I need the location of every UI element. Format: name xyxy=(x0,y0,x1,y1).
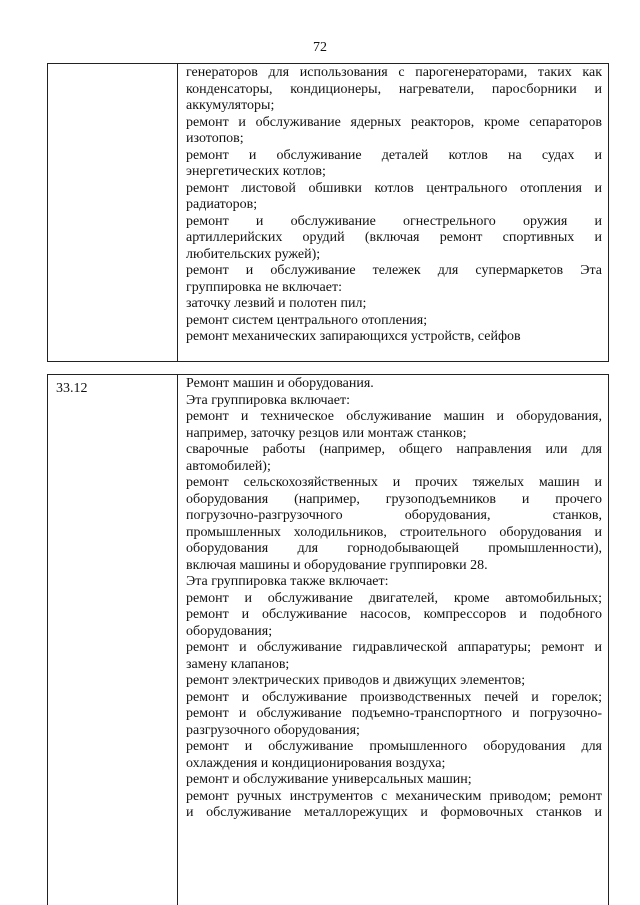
text-line: группировка не включает: xyxy=(186,279,342,295)
text-line: аккумуляторы; xyxy=(186,98,275,113)
text-line: ремонт и обслуживание деталей котлов на судах и xyxy=(186,147,602,163)
table-row xyxy=(47,374,609,905)
text-line: ремонт и обслуживание гидравлической аппаратуры; ремонт и xyxy=(186,640,602,655)
text-line: ремонт и техническое обслуживание машин и оборудования, xyxy=(186,409,602,424)
text-line: охлаждения и кондиционирования воздуха; xyxy=(186,755,446,771)
text-line: любительских ружей); xyxy=(186,246,321,262)
text-line: и обслуживание металлорежущих и формовочных станков и xyxy=(186,805,602,820)
text-line: сварочные работы (например, общего направления или для xyxy=(186,442,602,457)
text-line: ремонт и обслуживание ядерных реакторов, кроме сепараторов xyxy=(186,114,602,130)
text-line: ремонт и обслуживание промышленного оборудования для xyxy=(186,739,602,754)
text-line: радиаторов; xyxy=(186,197,258,212)
text-line: ремонт и обслуживание насосов, компрессоров и подобного xyxy=(186,607,602,622)
text-line: конденсаторы, кондиционеры, нагреватели, паросборники и xyxy=(186,81,602,97)
table-row xyxy=(47,63,609,362)
text-line: погрузочно-разгрузочного оборудования, станков, xyxy=(186,508,602,523)
text-line: генераторов для использования с парогенераторами, таких как xyxy=(186,65,602,80)
text-line: Ремонт машин и оборудования. xyxy=(186,376,374,391)
code-cell: 33.12 xyxy=(48,375,178,905)
text-line: ремонт и обслуживание двигателей, кроме автомобильных; xyxy=(186,590,602,606)
text-line: включая машины и оборудование группировки 28. xyxy=(186,557,488,573)
text-line: оборудования; xyxy=(186,623,273,639)
text-line: оборудования (например, грузоподъемников и прочего xyxy=(186,491,602,507)
text-line: замену клапанов; xyxy=(186,656,290,672)
text-line: ремонт и обслуживание производственных печей и горелок; xyxy=(186,689,602,705)
text-line: изотопов; xyxy=(186,131,244,146)
text-line: оборудования для горнодобывающей промышленности), xyxy=(186,541,602,556)
text-line: ремонт и обслуживание огнестрельного оружия и xyxy=(186,213,602,229)
text-line: ремонт ручных инструментов с механическим приводом; ремонт xyxy=(186,788,602,804)
text-line: заточку лезвий и полотен пил; xyxy=(186,296,367,311)
text-line: артиллерийских орудий (включая ремонт спортивных и xyxy=(186,230,602,245)
description-cell xyxy=(179,64,608,361)
text-line: ремонт электрических приводов и движущих элементов; xyxy=(186,673,526,688)
text-line: ремонт систем центрального отопления; xyxy=(186,312,428,328)
text-line: Эта группировка также включает: xyxy=(186,574,389,589)
text-line: ремонт и обслуживание универсальных машин; xyxy=(186,772,472,787)
text-line: Эта группировка включает: xyxy=(186,392,350,408)
text-line: например, заточку резцов или монтаж станков; xyxy=(186,425,467,441)
text-line: ремонт и обслуживание подъемно-транспортного и погрузочно- xyxy=(186,706,602,721)
text-line: ремонт механических запирающихся устройств, сейфов xyxy=(186,329,521,344)
text-line: энергетических котлов; xyxy=(186,164,326,179)
code-cell xyxy=(48,64,178,361)
text-line: ремонт сельскохозяйственных и прочих тяжелых машин и xyxy=(186,475,602,490)
text-line: ремонт и обслуживание тележек для супермаркетов Эта xyxy=(186,263,602,278)
description-cell xyxy=(179,375,608,905)
text-line: разгрузочного оборудования; xyxy=(186,722,360,738)
page-number: 72 xyxy=(313,40,327,55)
text-line: промышленных холодильников, строительного оборудования и xyxy=(186,524,602,540)
text-line: автомобилей); xyxy=(186,458,271,474)
text-line: ремонт листовой обшивки котлов центрального отопления и xyxy=(186,180,602,196)
